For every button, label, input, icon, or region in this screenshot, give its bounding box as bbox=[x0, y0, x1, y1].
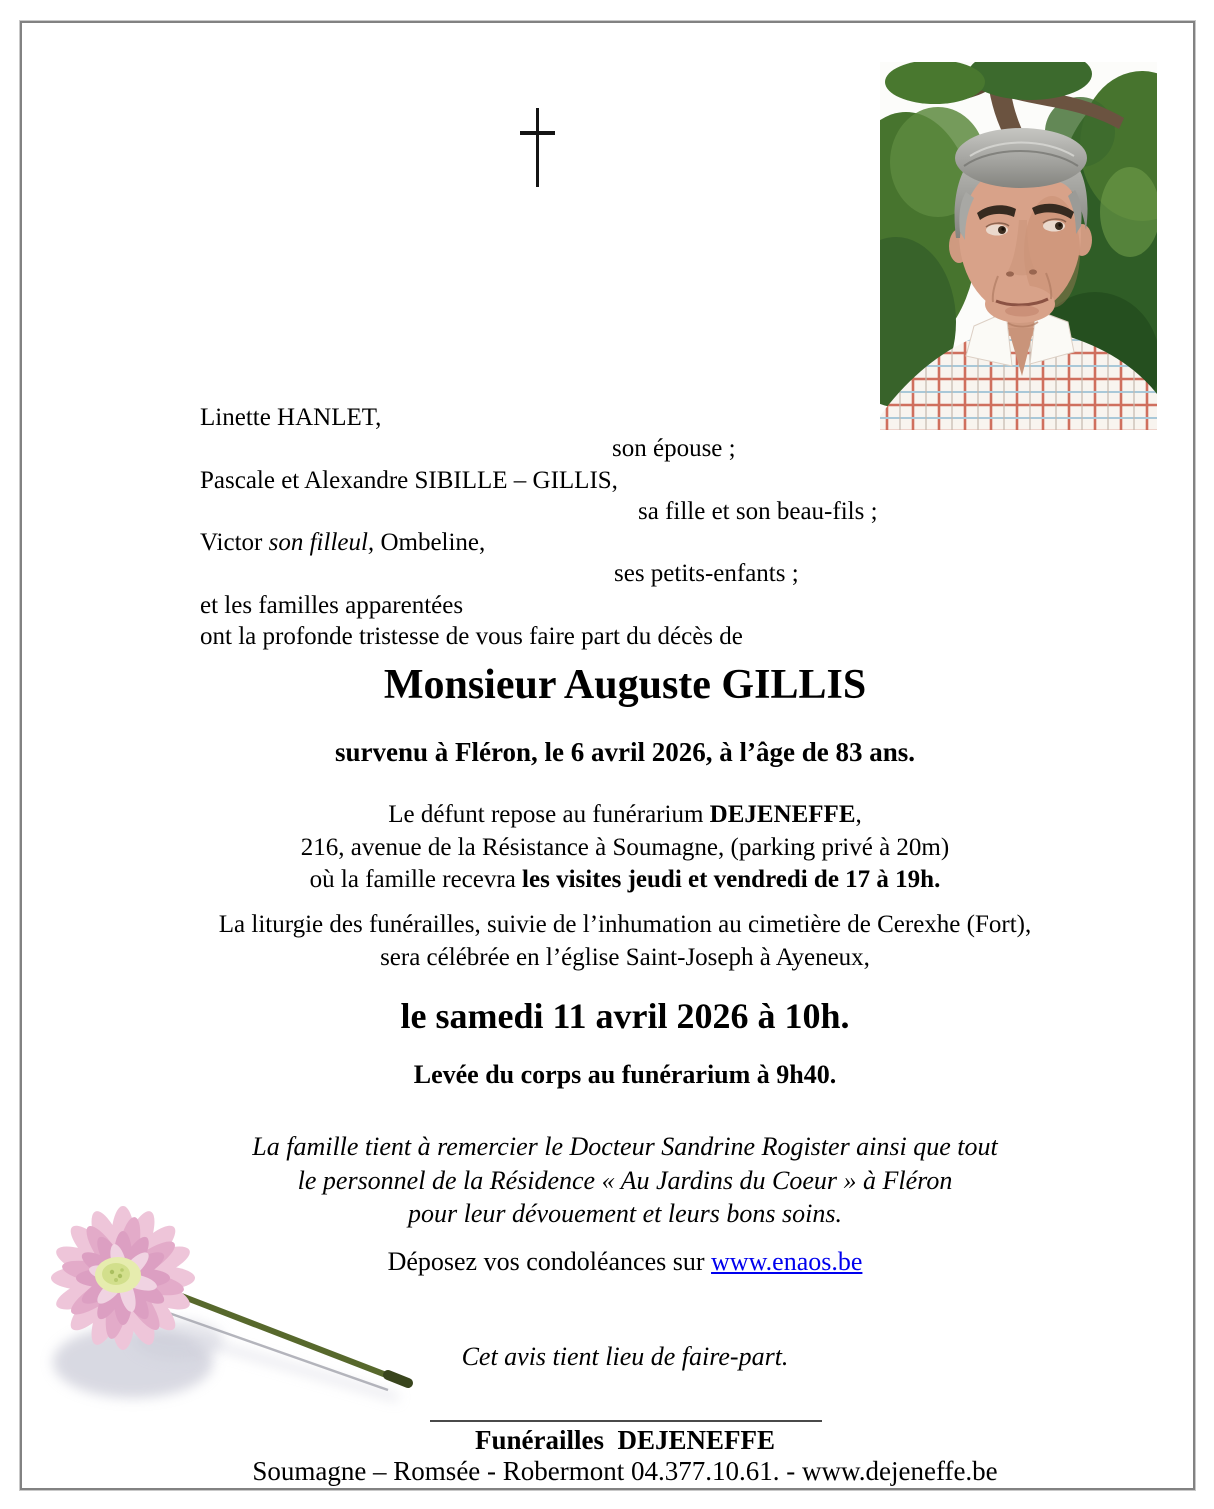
family-name-line: Pascale et Alexandre SIBILLE – GILLIS, bbox=[200, 466, 618, 494]
godson-note: son filleul, bbox=[268, 529, 375, 557]
family-name-line bbox=[200, 527, 1030, 558]
funerarium-name: DEJENEFFE bbox=[709, 801, 856, 828]
funeral-home-name: Funérailles DEJENEFFE bbox=[474, 1425, 775, 1455]
thanks-line: pour leur dévouement et leurs bons soins. bbox=[407, 1199, 842, 1228]
relation-line: sa fille et son beau-fils ; bbox=[638, 497, 878, 525]
relation-line: ses petits-enfants ; bbox=[614, 560, 799, 588]
liturgy-line: sera célébrée en l’église Saint-Joseph à Ayeneux, bbox=[380, 943, 870, 971]
latin-cross-icon bbox=[536, 108, 539, 187]
funeral-home-address: Soumagne – Romsée - Robermont 04.377.10.61. - www.dejeneffe.be bbox=[252, 1456, 998, 1486]
faire-part-notice: Cet avis tient lieu de faire-part. bbox=[461, 1342, 789, 1371]
family-name-line: Linette HANLET, bbox=[200, 404, 382, 431]
repose-paragraph bbox=[30, 799, 1214, 897]
visits-schedule: les visites jeudi et vendredi de 17 à 19h. bbox=[522, 866, 941, 893]
repose-line bbox=[30, 799, 1214, 832]
levee-du-corps-line: Levée du corps au funérarium à 9h40. bbox=[413, 1060, 837, 1089]
condolences-text: Déposez vos condoléances sur bbox=[387, 1247, 712, 1276]
relation-line: son épouse ; bbox=[612, 435, 736, 463]
latin-cross-icon bbox=[520, 131, 555, 135]
death-date-line: survenu à Fléron, le 6 avril 2026, à l’âge de 83 ans. bbox=[335, 737, 915, 767]
deceased-portrait-photo bbox=[880, 62, 1157, 430]
pink-flower-image bbox=[28, 1190, 428, 1440]
name-text: Victor bbox=[200, 529, 269, 557]
thanks-line: La famille tient à remercier le Docteur Sandrine Rogister ainsi que tout bbox=[252, 1132, 998, 1161]
announcement-line: ont la profonde tristesse de vous faire part du décès de bbox=[200, 623, 743, 651]
enaos-link[interactable]: www.enaos.be bbox=[711, 1247, 863, 1276]
funerarium-address-line: 216, avenue de la Résistance à Soumagne, (parking privé à 20m) bbox=[300, 833, 950, 861]
footer-divider bbox=[430, 1420, 822, 1422]
family-name-line: et les familles apparentées bbox=[200, 591, 464, 619]
family-names-block bbox=[200, 402, 1030, 652]
deceased-name-title: Monsieur Auguste GILLIS bbox=[383, 662, 867, 708]
thanks-line: le personnel de la Résidence « Au Jardins du Coeur » à Fléron bbox=[297, 1165, 953, 1195]
liturgy-line: La liturgie des funérailles, suivie de l’inhumation au cimetière de Cerexhe (Fort), bbox=[218, 911, 1032, 938]
liturgy-paragraph bbox=[30, 909, 1214, 974]
ceremony-date-heading: le samedi 11 avril 2026 à 10h. bbox=[400, 996, 850, 1036]
name-text: Ombeline, bbox=[374, 529, 486, 557]
visits-line bbox=[30, 864, 1214, 897]
visits-text: où la famille recevra bbox=[309, 866, 523, 893]
repose-text: , bbox=[855, 801, 862, 828]
repose-text: Le défunt repose au funérarium bbox=[388, 801, 710, 828]
